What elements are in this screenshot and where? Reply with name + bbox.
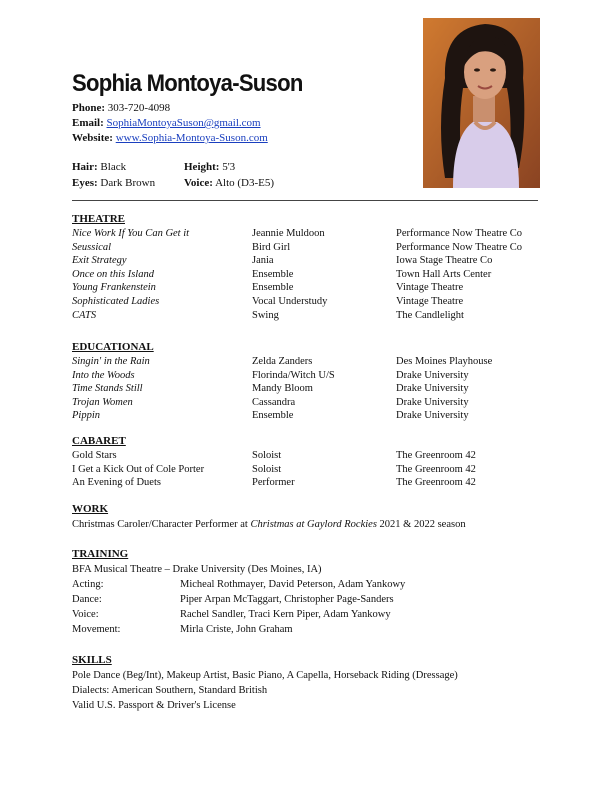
credit-show: Young Frankenstein — [72, 282, 156, 294]
credit-role: Mandy Bloom — [252, 383, 313, 395]
header-divider — [72, 200, 538, 201]
credit-row — [72, 382, 542, 396]
headshot-photo — [423, 18, 540, 188]
work-section — [72, 502, 542, 532]
training-teachers: Rachel Sandler, Traci Kern Piper, Adam Yankowy — [180, 609, 391, 620]
hair-value: Black — [100, 161, 127, 173]
credit-show: Nice Work If You Can Get it — [72, 228, 190, 239]
credit-role: Swing — [252, 309, 279, 321]
training-rows — [72, 577, 542, 637]
credit-venue: Performance Now Theatre Co — [396, 228, 523, 239]
training-label: Voice: — [72, 609, 99, 620]
credit-row — [72, 295, 542, 309]
credit-venue: The Candlelight — [396, 309, 464, 321]
credit-row — [72, 476, 542, 490]
credit-show: Sophisticated Ladies — [72, 295, 160, 307]
website-line — [72, 131, 268, 146]
credit-venue: Performance Now Theatre Co — [396, 241, 523, 253]
work-prefix: Christmas Caroler/Character Performer at — [72, 519, 251, 530]
credit-show: Singin' in the Rain — [72, 356, 150, 367]
skills-section — [72, 653, 542, 713]
credit-venue: The Greenroom 42 — [396, 450, 476, 461]
headshot-illustration — [423, 18, 540, 188]
skills-heading: SKILLS — [72, 654, 112, 666]
voice-label: Voice: — [184, 177, 213, 189]
credit-role: Vocal Understudy — [252, 295, 328, 307]
credit-role: Ensemble — [252, 410, 294, 422]
training-teachers: Mirla Criste, John Graham — [180, 624, 293, 635]
credit-row — [72, 268, 542, 282]
credit-show: Pippin — [72, 410, 100, 422]
email-label: Email: — [72, 117, 104, 129]
training-heading: TRAINING — [72, 548, 129, 560]
training-row — [72, 622, 542, 637]
theatre-section — [72, 212, 542, 322]
training-label: Acting: — [72, 579, 104, 590]
credit-role: Ensemble — [252, 268, 294, 280]
credit-show: An Evening of Duets — [72, 477, 161, 489]
stats-right — [184, 159, 274, 191]
credit-row — [72, 227, 542, 241]
hair-label: Hair: — [72, 161, 98, 173]
credit-venue: Vintage Theatre — [396, 282, 464, 294]
training-row — [72, 607, 542, 622]
contact-block — [72, 101, 268, 146]
credit-show: Once on this Island — [72, 268, 154, 280]
credit-venue: Drake University — [396, 396, 469, 408]
dialects-line: Dialects: American Southern, Standard British — [72, 685, 268, 696]
credit-venue: Town Hall Arts Center — [396, 268, 492, 280]
credit-role: Ensemble — [252, 282, 294, 294]
voice-value: Alto (D3-E5) — [215, 177, 275, 189]
credit-show: Time Stands Still — [72, 383, 143, 395]
credit-row — [72, 241, 542, 255]
credit-row — [72, 355, 542, 369]
credit-role: Jeannie Muldoon — [252, 228, 325, 239]
training-teachers: Micheal Rothmayer, David Peterson, Adam Yankowy — [180, 579, 406, 590]
theatre-rows — [72, 227, 542, 322]
eyes-label: Eyes: — [72, 177, 98, 189]
cabaret-section — [72, 434, 542, 490]
credit-venue: Des Moines Playhouse — [396, 356, 493, 367]
credit-show: I Get a Kick Out of Cole Porter — [72, 463, 205, 475]
credit-venue: Drake University — [396, 383, 469, 395]
training-section — [72, 547, 542, 637]
cabaret-heading: CABARET — [72, 435, 126, 447]
phone-value: 303-720-4098 — [107, 102, 171, 114]
resume-name: Sophia Montoya-Suson — [72, 70, 303, 97]
credit-role: Florinda/Witch U/S — [252, 369, 335, 381]
email-line — [72, 116, 268, 131]
credit-venue: Vintage Theatre — [396, 295, 464, 307]
credit-show: Exit Strategy — [72, 255, 127, 267]
skills-line: Pole Dance (Beg/Int), Makeup Artist, Basic Piano, A Capella, Horseback Riding (Dressage) — [72, 670, 458, 681]
educational-heading: EDUCATIONAL — [72, 341, 154, 353]
height-label: Height: — [184, 161, 220, 173]
passport-line: Valid U.S. Passport & Driver's License — [72, 700, 236, 711]
eyes-value: Dark Brown — [100, 177, 156, 189]
email-link[interactable]: SophiaMontoyaSuson@gmail.com — [106, 117, 261, 129]
credit-venue: Iowa Stage Theatre Co — [396, 255, 493, 267]
work-line — [72, 517, 542, 532]
credit-row — [72, 369, 542, 383]
credit-row — [72, 396, 542, 410]
credit-role: Bird Girl — [252, 241, 291, 253]
training-row — [72, 592, 542, 607]
phone-label: Phone: — [72, 102, 105, 114]
credit-show: Gold Stars — [72, 450, 117, 461]
credit-venue: Drake University — [396, 410, 469, 422]
credit-row — [72, 409, 542, 423]
credit-row — [72, 254, 542, 268]
credit-show: Into the Woods — [72, 369, 135, 381]
educational-rows — [72, 355, 542, 423]
credit-role: Soloist — [252, 450, 282, 461]
credit-show: Seussical — [72, 241, 112, 253]
credit-role: Soloist — [252, 463, 282, 475]
credit-row — [72, 309, 542, 323]
credit-venue: Drake University — [396, 369, 469, 381]
educational-section — [72, 340, 542, 423]
credit-venue: The Greenroom 42 — [396, 477, 476, 489]
work-heading: WORK — [72, 503, 109, 515]
training-teachers: Piper Arpan McTaggart, Christopher Page-Sanders — [180, 594, 394, 605]
credit-venue: The Greenroom 42 — [396, 463, 476, 475]
training-degree: BFA Musical Theatre – Drake University (Des Moines, IA) — [72, 564, 322, 575]
work-event: Christmas at Gaylord Rockies — [250, 519, 377, 530]
work-suffix: 2021 & 2022 season — [376, 519, 466, 530]
credit-role: Cassandra — [252, 396, 296, 408]
training-label: Dance: — [72, 594, 102, 605]
credit-role: Jania — [252, 255, 274, 267]
training-label: Movement: — [72, 624, 121, 635]
theatre-heading: THEATRE — [72, 213, 125, 225]
stats-left — [72, 159, 155, 191]
credit-show: CATS — [72, 309, 97, 321]
credit-role: Zelda Zanders — [252, 356, 313, 367]
credit-show: Trojan Women — [72, 396, 133, 408]
website-link[interactable]: www.Sophia-Montoya-Suson.com — [115, 132, 268, 144]
credit-row — [72, 281, 542, 295]
credit-role: Performer — [252, 477, 295, 489]
website-label: Website: — [72, 132, 113, 144]
cabaret-rows — [72, 449, 542, 490]
credit-row — [72, 449, 542, 463]
training-row — [72, 577, 542, 592]
height-value: 5'3 — [222, 161, 236, 173]
phone-line — [72, 101, 268, 116]
credit-row — [72, 463, 542, 477]
